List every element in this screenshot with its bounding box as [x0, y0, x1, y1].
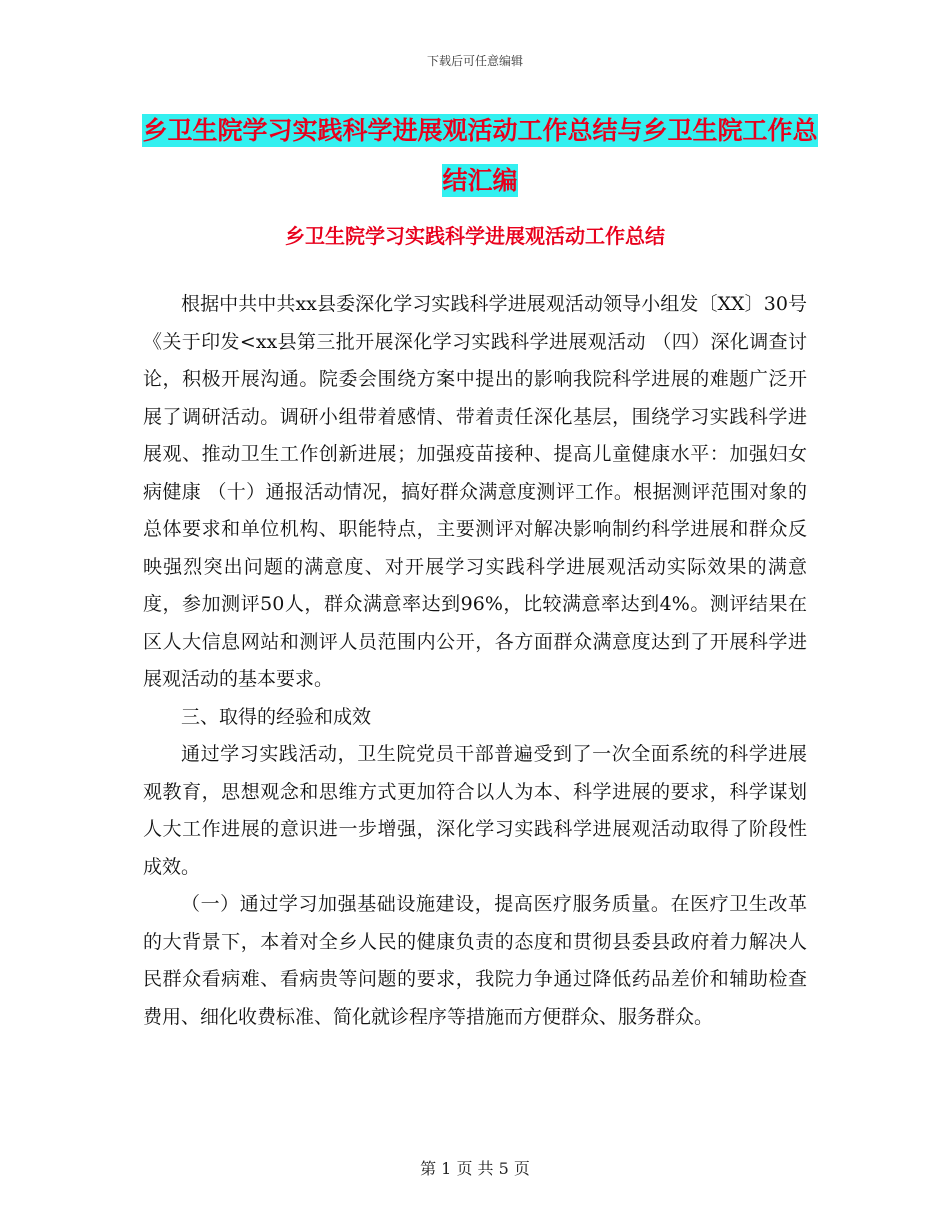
page-number: 第 1 页 共 5 页 [420, 1159, 530, 1178]
section-title: 乡卫生院学习实践科学进展观活动工作总结 [285, 224, 665, 248]
body-text [143, 286, 807, 1036]
document-title-text: 乡卫生院学习实践科学进展观活动工作总结与乡卫生院工作总结汇编 [142, 116, 818, 195]
paragraph-heading: 三、取得的经验和成效 [181, 705, 372, 728]
paragraph: 根据中共中共xx县委深化学习实践科学进展观活动领导小组发〔XX〕30号《关于印发<xx县第三批开展深化学习实践科学进展观活动 （四）深化调查讨论，积极开展沟通。院委会围绕方案中提出的影响我院科学进展的难题广泛开展了调研活动。调研小组带着感情、带着责任深化基层，围绕学习实践科学进展观、推动卫生工作创新进展；加强疫苗接种、提高儿童健康水平：加强妇女病健康 （十）通报活动情况，搞好群众满意度测评工作。根据测评范围对象的总体要求和单位机构、职能特点，主要测评对解决影响制约科学进展和群众反映强烈突出问题的满意度、对开展学习实践科学进展观活动实际效果的满意度，参加测评50人，群众满意率达到96%，比较满意率达到4%。测评结果在区人大信息网站和测评人员范围内公开，各方面群众满意度达到了开展科学进展观活动的基本要求。 [143, 293, 807, 690]
header-note: 下载后可任意编辑 [426, 54, 523, 68]
document-title [140, 106, 820, 206]
paragraph: （一）通过学习加强基础设施建设，提高医疗服务质量。在医疗卫生改革的大背景下，本着对全乡人民的健康负责的态度和贯彻县委县政府着力解决人民群众看病难、看病贵等问题的要求，我院力争通过降低药品差价和辅助检查费用、细化收费标准、简化就诊程序等措施而方便群众、服务群众。 [143, 893, 807, 1028]
paragraph: 通过学习实践活动，卫生院党员干部普遍受到了一次全面系统的科学进展观教育，思想观念和思维方式更加符合以人为本、科学进展的要求，科学谋划人大工作进展的意识进一步增强，深化学习实践科学进展观活动取得了阶段性成效。 [143, 743, 807, 878]
